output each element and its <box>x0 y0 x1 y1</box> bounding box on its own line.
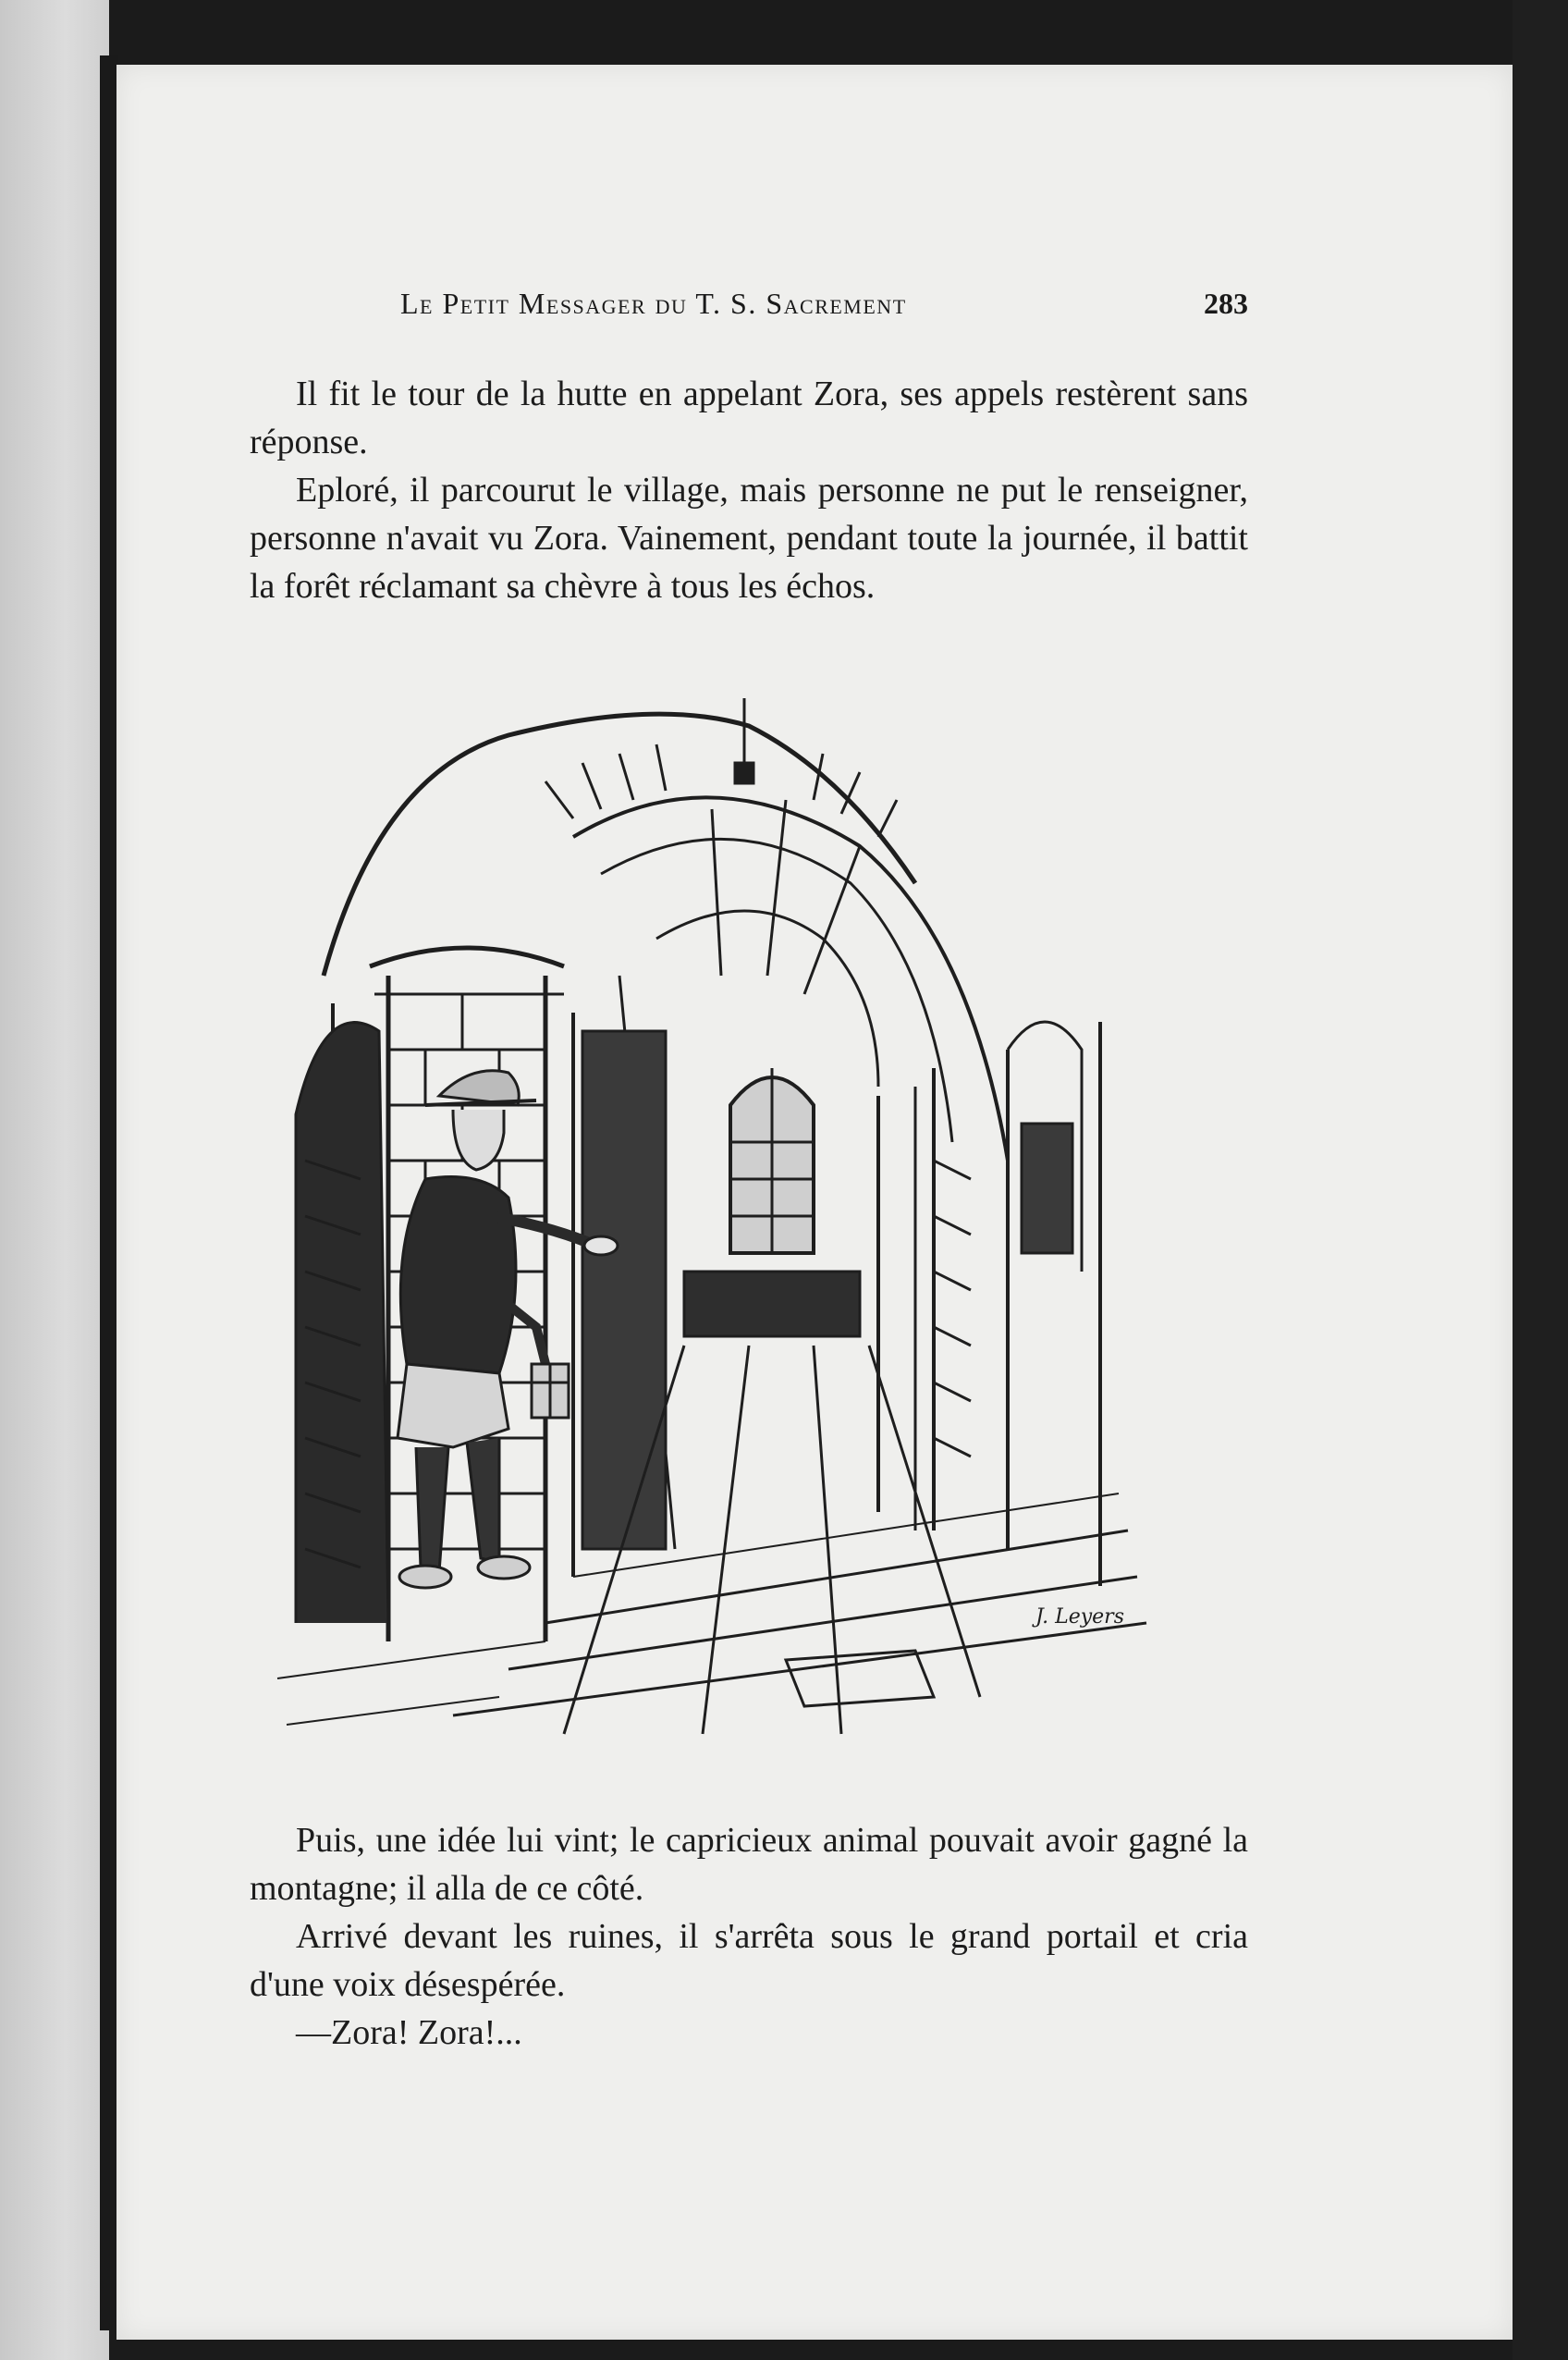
facing-page-edge <box>0 0 109 2360</box>
page-number: 283 <box>1204 287 1248 320</box>
paragraph: Arrivé devant les ruines, il s'arrêta sous le grand portail et cria d'une voix désespérée. <box>250 1917 1248 2004</box>
paragraph: Il fit le tour de la hutte en appelant Zora, ses appels restèrent sans réponse. <box>250 375 1248 461</box>
text-block-bottom <box>250 1816 1248 2057</box>
text-block-top <box>250 370 1248 610</box>
paragraph: Puis, une idée lui vint; le capricieux animal pouvait avoir gagné la montagne; il alla de ce côté. <box>250 1821 1248 1908</box>
book-spine <box>100 55 118 2330</box>
page-header <box>250 287 1248 333</box>
running-title: Le Petit Messager du T. S. Sacrement <box>400 287 907 320</box>
crypt-illustration <box>268 698 1220 1762</box>
illustration-signature: J. Leyers <box>1035 1605 1124 1629</box>
paragraph: —Zora! Zora!... <box>296 2013 522 2052</box>
paragraph: Eploré, il parcourut le village, mais personne ne put le renseigner, personne n'avait vu Zora. Vainement, pendant toute la journée, il battit la forêt réclamant sa chèvre à tous les échos. <box>250 471 1248 606</box>
scan-background <box>1513 0 1568 2360</box>
